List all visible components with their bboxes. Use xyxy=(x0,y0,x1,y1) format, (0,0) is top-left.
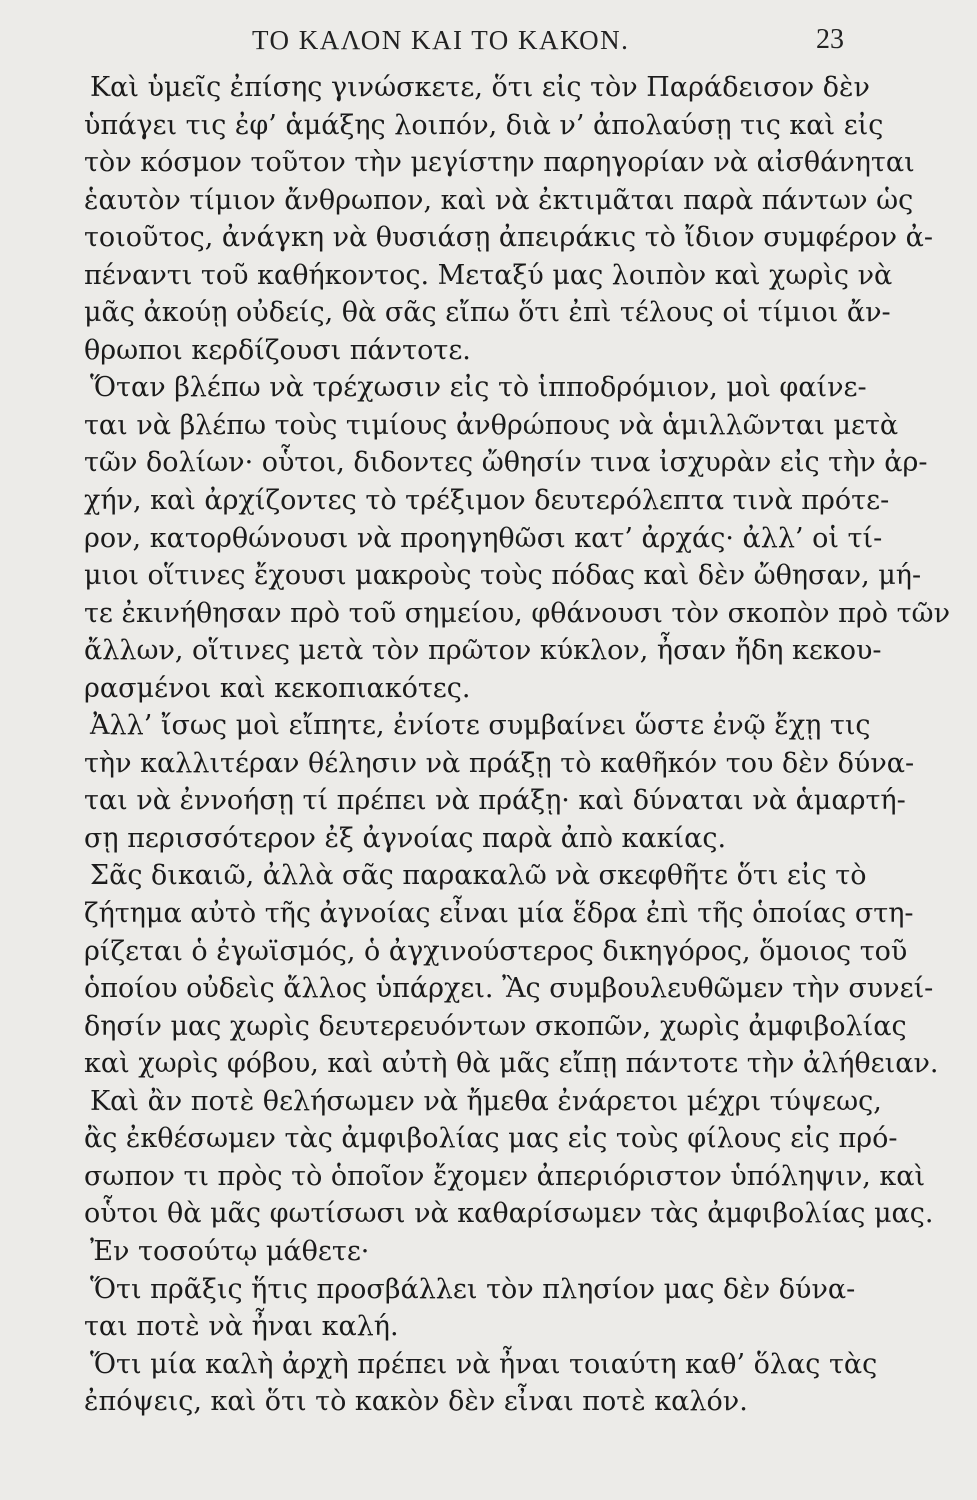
text-line: Ὅτι πρᾶξις ἥτις προσβάλλει τὸν πλησίον μας δὲν δύνα- xyxy=(90,1273,856,1305)
text-line: ἐπόψεις, καὶ ὅτι τὸ κακὸν δὲν εἶναι ποτὲ καλόν. xyxy=(84,1386,748,1418)
text-line: Ὅταν βλέπω νὰ τρέχωσιν εἰς τὸ ἱπποδρόμιον, μοὶ φαίνε- xyxy=(90,372,867,404)
text-line: θρωποι κερδίζουσι πάντοτε. xyxy=(84,334,471,366)
text-line: τοιοῦτος, ἀνάγκη νὰ θυσιάσῃ ἀπειράκις τὸ ἴδιον συμφέρον ἀ- xyxy=(84,222,933,254)
text-line: Ὅτι μία καλὴ ἀρχὴ πρέπει νὰ ἦναι τοιαύτη καθ’ ὅλας τὰς xyxy=(90,1348,878,1380)
body-text xyxy=(84,69,950,1421)
text-line: ὑπάγει τις ἐφ’ ἁμάξης λοιπόν, διὰ ν’ ἀπολαύσῃ τις καὶ εἰς xyxy=(84,109,884,141)
running-header xyxy=(0,22,977,58)
page-number: 23 xyxy=(816,24,844,55)
text-line: δησίν μας χωρὶς δευτερευόντων σκοπῶν, χωρὶς ἀμφιβολίας xyxy=(84,1010,907,1042)
text-line: ὁποίου οὐδεὶς ἄλλος ὑπάρχει. Ἂς συμβουλευθῶμεν τὴν συνεί- xyxy=(84,973,934,1005)
text-line: ἄλλων, οἵτινες μετὰ τὸν πρῶτον κύκλον, ἦσαν ἤδη κεκου- xyxy=(84,635,882,667)
text-line: Σᾶς δικαιῶ, ἀλλὰ σᾶς παρακαλῶ νὰ σκεφθῆτε ὅτι εἰς τὸ xyxy=(90,860,867,892)
text-line: πέναντι τοῦ καθήκοντος. Μεταξύ μας λοιπὸν καὶ χωρὶς νὰ xyxy=(84,259,893,291)
text-line: ται νὰ ἐννοήσῃ τί πρέπει νὰ πράξῃ· καὶ δύναται νὰ ἁμαρτή- xyxy=(84,785,906,817)
text-line: ρον, κατορθώνουσι νὰ προηγηθῶσι κατ’ ἀρχάς· ἀλλ’ οἱ τί- xyxy=(84,522,883,554)
text-line: ται ποτὲ νὰ ἦναι καλή. xyxy=(84,1311,399,1343)
text-line: τε ἐκινήθησαν πρὸ τοῦ σημείου, φθάνουσι τὸν σκοπὸν πρὸ τῶν xyxy=(84,597,950,629)
text-line: Καὶ ἂν ποτὲ θελήσωμεν νὰ ἤμεθα ἐνάρετοι μέχρι τύψεως, xyxy=(90,1085,882,1117)
text-line: Ἀλλ’ ἴσως μοὶ εἴπητε, ἐνίοτε συμβαίνει ὥστε ἐνῷ ἔχῃ τις xyxy=(90,710,871,742)
text-line: Καὶ ὑμεῖς ἐπίσης γινώσκετε, ὅτι εἰς τὸν Παράδεισον δὲν xyxy=(90,72,870,103)
text-line: ἑαυτὸν τίμιον ἄνθρωπον, καὶ νὰ ἐκτιμᾶται παρὰ πάντων ὡς xyxy=(84,184,914,216)
text-line: σῃ περισσότερον ἐξ ἀγνοίας παρὰ ἀπὸ κακίας. xyxy=(84,822,727,854)
text-line: σωπον τι πρὸς τὸ ὁποῖον ἔχομεν ἀπεριόριστον ὑπόληψιν, καὶ xyxy=(84,1160,926,1192)
text-line: οὗτοι θὰ μᾶς φωτίσωσι νὰ καθαρίσωμεν τὰς ἀμφιβολίας μας. xyxy=(84,1198,934,1230)
text-line: τὸν κόσμον τοῦτον τὴν μεγίστην παρηγορίαν νὰ αἰσθάνηται xyxy=(84,147,915,179)
text-line: καὶ χωρὶς φόβου, καὶ αὐτὴ θὰ μᾶς εἴπῃ πάντοτε τὴν ἀλήθειαν. xyxy=(84,1048,939,1080)
running-title: ΤΟ ΚΑΛΟΝ ΚΑΙ ΤΟ ΚΑΚΟΝ. xyxy=(252,25,630,55)
text-line: ρασμένοι καὶ κεκοπιακότες. xyxy=(84,672,471,704)
text-line: ται νὰ βλέπω τοὺς τιμίους ἀνθρώπους νὰ ἁμιλλῶνται μετὰ xyxy=(84,409,899,441)
text-line: τὴν καλλιτέραν θέλησιν νὰ πράξῃ τὸ καθῆκόν του δὲν δύνα- xyxy=(84,747,915,779)
text-line: τῶν δολίων· οὗτοι, διδοντες ὤθησίν τινα ἰσχυρὰν εἰς τὴν ἀρ- xyxy=(84,447,928,479)
text-line: ζήτημα αὐτὸ τῆς ἀγνοίας εἶναι μία ἕδρα ἐπὶ τῆς ὁποίας στη- xyxy=(84,898,914,930)
text-line: ἂς ἐκθέσωμεν τὰς ἀμφιβολίας μας εἰς τοὺς φίλους εἰς πρό- xyxy=(84,1123,898,1155)
text-line: χήν, καὶ ἀρχίζοντες τὸ τρέξιμον δευτερόλεπτα τινὰ πρότε- xyxy=(84,485,890,517)
text-line: μᾶς ἀκούῃ οὐδείς, θὰ σᾶς εἴπω ὅτι ἐπὶ τέλους οἱ τίμιοι ἄν- xyxy=(84,297,891,329)
text-line: ρίζεται ὁ ἐγωϊσμός, ὁ ἀγχινούστερος δικηγόρος, ὅμοιος τοῦ xyxy=(84,935,908,967)
text-line: μιοι οἵτινες ἔχουσι μακροὺς τοὺς πόδας καὶ δὲν ὤθησαν, μή- xyxy=(84,560,922,592)
text-line: Ἐν τοσούτῳ μάθετε· xyxy=(90,1235,370,1267)
